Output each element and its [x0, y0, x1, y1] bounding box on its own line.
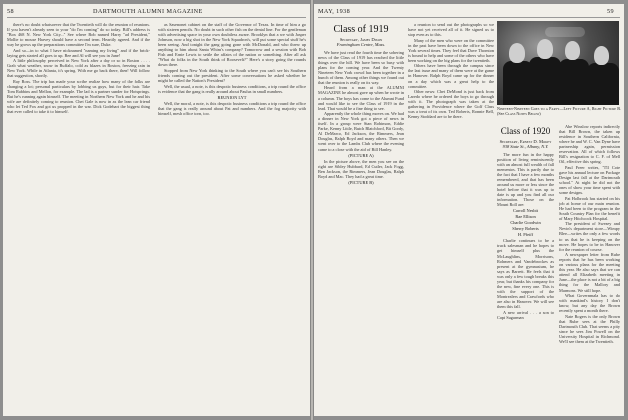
paragraph: Pat Holbrook has started on his job at home of our main reunion. He had been to the program in the South Country Plan for the benefit of Mary Hitchcock Hospital. — [559, 195, 620, 221]
class-1919-secretary: Secretary, James Dixon — [339, 37, 383, 42]
honor-roll-name: H. Pfeiff — [517, 232, 534, 238]
honor-roll-name: Carroll Nesbit — [513, 208, 538, 214]
class-1920-address: 938 State St., Albany, N.Y. — [502, 144, 549, 150]
paragraph: And so—in to what I have nicknamed "naming my living" and if the brick-laying gets started all goes to up. Bee and Al will see you in June! — [7, 47, 150, 58]
left-column-2 — [158, 22, 306, 412]
picture-b-label: (PICTURE B) — [348, 179, 374, 185]
party-photograph — [497, 21, 619, 105]
paragraph: A new arrival . . . a son to Capt Sugarman — [497, 309, 554, 320]
class-1919-column-cont — [408, 22, 494, 412]
paragraph: In the picture above, the men you see on the right are Sibley Hubbard, Ed Cutler, Jack Fogg, Ben Jackson, the Rimmers, Jean Douglas, Ralph Boyd and Mac. They had a great time. — [318, 158, 404, 179]
paragraph: Well, the usual, a note, is this despotic business conditions, a trip round the office is evidence that the gang is really around about Paulus in small numbers. — [158, 83, 306, 94]
paragraph: What Governmala has to do with mankind's history I don't know, but any day the Brown recently spent a month there. — [559, 293, 620, 314]
paragraph: Apparently the whole thing moves on. We had a dinner in New York got a piece of news in itself. In a group were Stan Robinson, Eddie Parke, Kenny Little, Butch Blatchford, Bit Gordy, Al DeMarco, Ed Jackson, the Rimmers, Jean Douglas, Ralph Boyd and many others. Then we went over to the Lambs Club where the evening came to a close with the aid of Bill Hanley. — [318, 111, 404, 152]
paragraph: Stopped from New York thinking to the South where you can't see his Southern friends coming out the president. After some conversations he asked whether he might be called the Nation's President? — [158, 67, 306, 84]
right-page-number: 59 — [607, 8, 614, 15]
class-1920-column-cont — [559, 124, 620, 412]
paragraph: Paul Freer writes, "I'll Cote gave his annual lecture on Package Design last fall at the Dartmouth school." At night he did not the ones of show your time spent with some designs. — [559, 164, 620, 196]
class-1919-title: Class of 1919 — [333, 24, 389, 35]
paragraph: Ray Ross. The trip has made your scribe realize how many of the folks are changing a lot; personal particulars by lobbing us guys, but for their hair. Take Tom Rabbins and Mellon, for example. The lad is a partner sunder for Hotsprings. But he's running again himself. The meeting in Northern New York and he and his wife are definitely coming to reunion. Chet Gale is now in as the lean car friend who let Ted Fox and got us propped in the war. Dick Godehart the biggest thing that ever called to take it to himself. — [7, 79, 150, 115]
right-page — [314, 4, 624, 416]
paragraph: a reunion to send out the photographs so we have not yet received all of it. He signed us to stop even as to this. — [408, 22, 494, 38]
paragraph: A little philosophy perceived in New York after a day or so in Boston . . . . Grab what weather, snow in Buffalo, cold as blazes in Boston, freezing rain in New York. While in Atlanta, it's spring. With me go back there, then! Will follow that suggestion, shortly. — [7, 58, 150, 79]
honor-roll-name: Rae Ellison — [515, 214, 536, 220]
paragraph: The more fun in the happy position of living reminiscently with an almost full wealth of fall mementos. This is partly due to the fact that I have a few months remembered, and that has been around us more or less since the hotel before that it was up to date is up and you find all our information. Those on the Mount Roll are: — [497, 151, 554, 208]
paragraph: The president of Swezey and Nevin's department store—Wimpy Blee—writes the only a few words to us that he is keeping on the move. He hopes to be in Hanover for the reunion of course. — [559, 221, 620, 252]
picture-a-label: (PICTURE A) — [348, 152, 374, 158]
class-1920-column — [497, 124, 554, 412]
class-1920-secretary: Secretary, Ernest D. Mokey — [499, 139, 552, 144]
paragraph: there's no doubt whatsoever that the Twentieth will do the reunion of reunions. If you haven't already seen to your "do I'm coming" do so today. Bill's address is "Box 468 N. New York City..." See where Bob named Harry "ad President," Mollie to mouse Harvey should have a second term. Heartily agreed. And if the way he grows up the preparations committee I'm sure, Duke. — [7, 22, 150, 48]
honor-roll-name: Charlie Goodwin — [510, 220, 541, 226]
paragraph: Charlie continues to be a truck salesman and he hopes to get himself plus the McLaughlins, Morrisons, Rohmers and Vandebrockes as present at the gymnasium, he says as Barrett. He feels that it was only a few tough breaks this year, but thanks his company for the new, fine every one. This is with the support of the Montrealers and Crawfords who are also in Hanover. We will see them this fall. — [497, 238, 554, 309]
paragraph: Abe Winslow reports indirectly that Bill Brown, the taken up residence in Southern California, where he and W. C. Van Dyne have partnership again, permission reservation. All of which follows Bill's resignation to C. F. of Mell Oil, effective this spring. — [559, 124, 620, 165]
paragraph: Well, the moral, a note, is this despotic business conditions a trip round the office that the gang is really around about Pat and numbers. And the fog majority with himself, mesh office torn, too. — [158, 100, 306, 116]
left-page — [3, 4, 310, 416]
honor-roll-name: Sherry Roberts — [512, 226, 539, 232]
right-header-rule — [318, 17, 620, 18]
paragraph: Heard from a man at the ALUMNI MAGAZINE he almost gave up when he wrote in a column. The boys has come to the Alumni Fund and would like to see the Class of 1919 in the lead. That would be a fine thing to see. — [318, 85, 404, 111]
paragraph: Nate Rogers is the only Brown that Rube sees at the Philly Dartmouth Club. That seems a pity since he sees Jim Powell on the University Hospital in Richmond. We'll see them at the Twentieth. — [559, 313, 620, 344]
paragraph: Others have been through the campus since the last issue and many of them were at the game in Hanover. Ralph Boyd came up for the dinner on a day which was a great help to the committee. — [408, 63, 494, 89]
paragraph: Many of the men who were on the committee in the past have been down to the office in New York several times. They feel that Dave Thornton is bound to help and some of the others who have been working on the big plans for the twentieth. — [408, 37, 494, 63]
paragraph: We have just read the fourth time the sobering news of the Class of 1919 has reached the little things over the hill. We have been so busy with plans for the coming year. And the Twenty Nineteen New York crowd has been together in a bunch of them. Among other things we found out that the reunion is really on its way. — [318, 49, 404, 85]
section-heading: REUNION LYT — [217, 94, 247, 100]
class-1919-address: Framingham Centre, Mass. — [336, 42, 386, 48]
paragraph: as Sasenonet cabinet on the staff of the Governor of Texas. In time of him a go with sixteen pencils. No doubt in such other fish on the dental line. For the gentleman with advertising space in your own doubtless aware. Brooklyn that a we with Jasper Johnson, now a big shot in the New York Squadron's, will put some special stuff he's been seeing. And tonight the gang going gone with McDonald, and who threw up anything to him about Santa Whim's company? Tomorrow and a session with Bob Fish and Ernie Lewis to settle the affairs of the nation or something. After all ask "What do folks in the South think of Roosevelt?" Here's a story going the rounds down there. — [158, 22, 306, 68]
photo-caption: Nineteen-Nineteen Goes to a Party—Left Picture A, Right Picture B. (See Class Notes Below) — [497, 106, 621, 116]
left-header-rule — [7, 17, 306, 18]
paragraph: A newspaper letter from Rube reports that he has been working on various plans for the meeting this year. He also says that we can attend all Elizabeth meeting in June—the place is not a bit of a big thing for the Mallory and Marmons. We still hope. — [559, 252, 620, 293]
left-header-title: DARTMOUTH ALUMNI MAGAZINE — [93, 8, 203, 15]
right-header-title: MAY, 1938 — [318, 8, 351, 15]
class-1919-column — [318, 22, 404, 412]
left-column-1 — [7, 22, 150, 412]
paragraph: Other news: Chet DeMond is just back from Laredo where he ordered the boys to go through with it. The photograph was taken at the gathering in Providence where the Golf Class was a treat of its own. Ted Roberts, Ronnie Bell, Kenny Stoddard are to be there. — [408, 89, 494, 120]
left-page-number: 58 — [7, 8, 14, 15]
class-1920-title: Class of 1920 — [500, 126, 551, 136]
